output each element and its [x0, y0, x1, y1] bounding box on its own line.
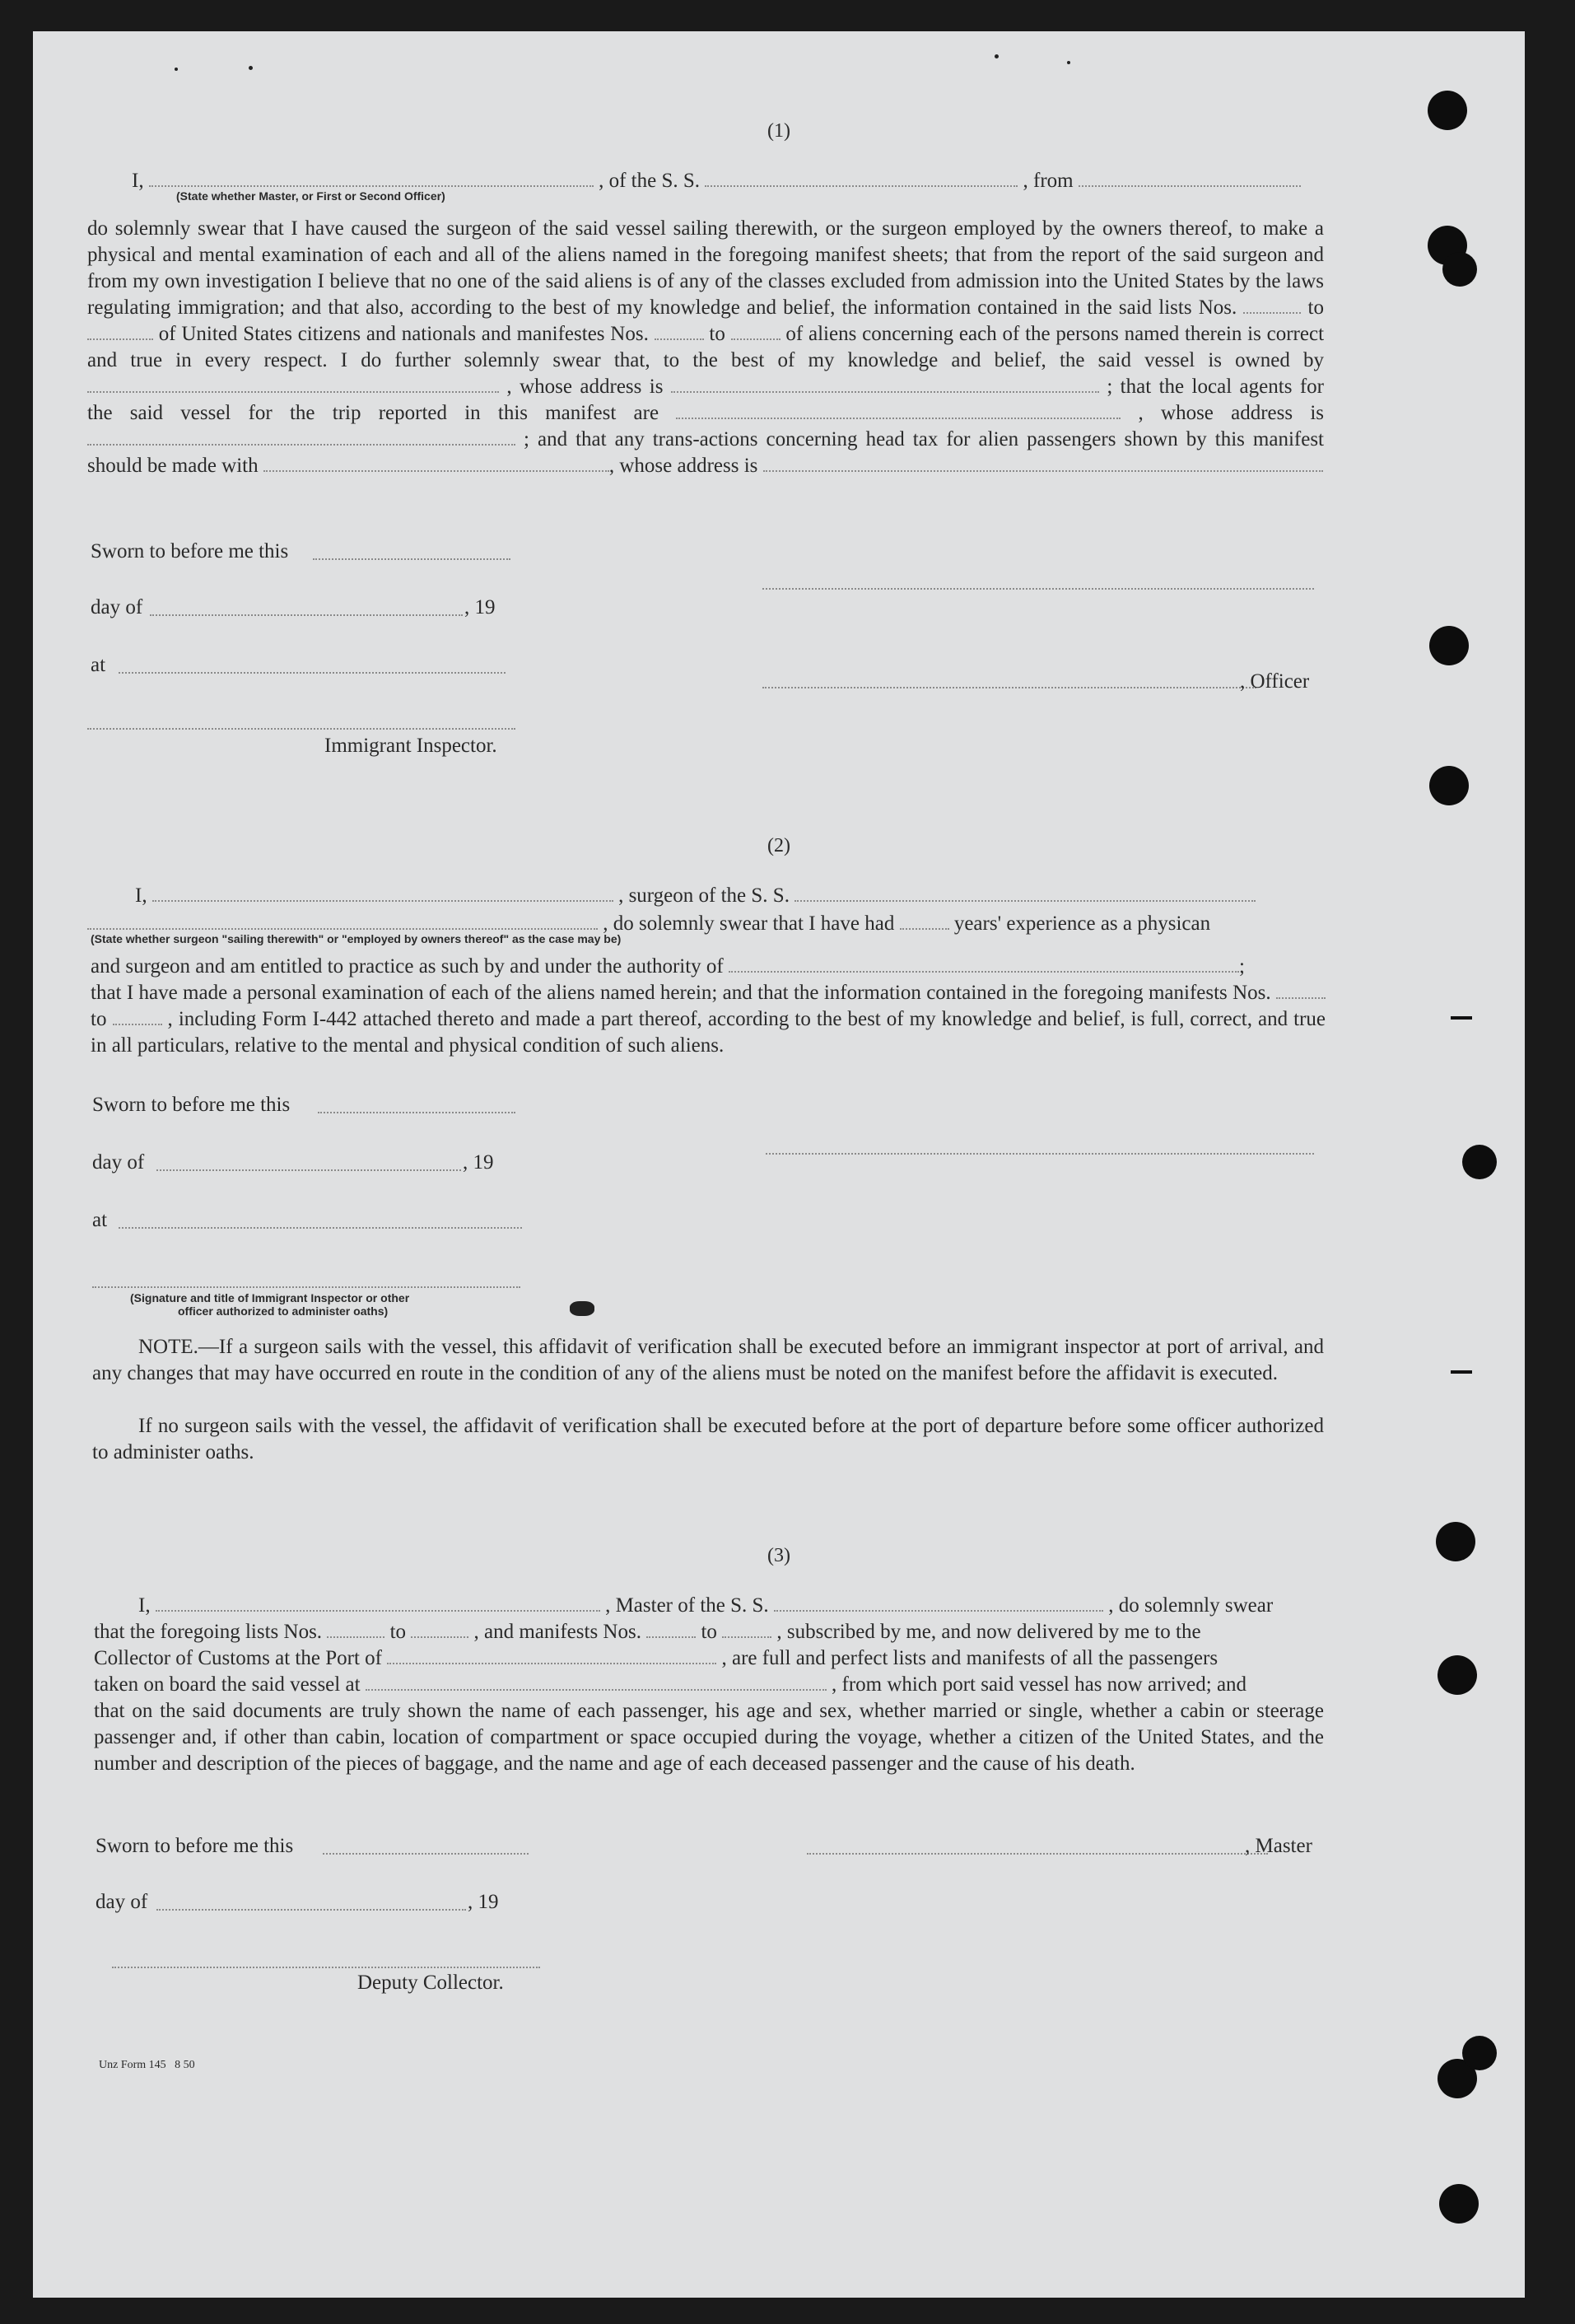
s1-year: , 19: [464, 596, 496, 618]
s3-line-2: [94, 1619, 1329, 1645]
s1-inspector: Immigrant Inspector.: [324, 735, 497, 757]
s3-master-line[interactable]: [807, 1853, 1268, 1855]
s3-subscribed: , subscribed by me, and now delivered by me to the: [776, 1621, 1201, 1643]
s1-owner-address-blank[interactable]: [671, 380, 1099, 393]
s2-manifests-from-blank[interactable]: [1276, 986, 1326, 999]
s2-signature-caption-1: (Signature and title of Immigrant Inspector or other: [130, 1291, 410, 1304]
s1-body: do solemnly swear that I have caused the surgeon of the said vessel sailing therewith, or the surgeon employed by the owners thereof, to make a physical and mental examination of each and all of the aliens named in the foregoing manifest sheets; that from the report of the said surgeon and from my own investigation I believe that no one of the said aliens is of any of the classes excluded from admission into the United States by the laws regulating immigration; and that also, according to the best of my knowledge and belief, the information contained in the said lists Nos. to of United States citizens and nationals and manifestes Nos. to of aliens concerning each of the persons named therein is correct and true in every respect. I do further solemnly swear that, to the best of my knowledge and belief, the said vessel is owned by , whose address is ; that the local agents for the said vessel for the trip reported in this manifest are , whose address is ; and that any trans-actions concerning head tax for alien passengers shown by this manifest should be made with , whose address is: [87, 217, 1325, 477]
s3-master-of-ss: , Master of the S. S.: [605, 1594, 769, 1617]
s2-sworn-blank[interactable]: [318, 1112, 515, 1113]
s2-day-blank[interactable]: [156, 1169, 461, 1171]
s3-body-b: that on the said documents are truly shown the name of each passenger, his age and sex, whether married or single, whether a cabin or steerage passenger and, if other than cabin, location of compartment or space occupied during the voyage, whether a citizen of the United States, and the number and description of the pieces of baggage, and the name and age of each deceased passenger and the cause of his death.: [94, 1700, 1324, 1775]
s1-to-1: to: [1307, 296, 1324, 319]
s3-body-a: that the foregoing lists Nos.: [94, 1621, 323, 1643]
s1-transactions: ; and that any trans-actions concerning head tax for alien passengers shown by this manifest should be made with: [87, 428, 1325, 477]
s1-officer-name-blank[interactable]: [149, 174, 594, 187]
s3-line-4: [94, 1672, 1329, 1698]
s1-i-label: I,: [132, 170, 144, 192]
s1-manifests-from-blank[interactable]: [655, 327, 704, 340]
punch-hole: [1462, 2036, 1497, 2070]
s2-line-3: and surgeon and am entitled to practice as such by and under the authority of ;: [91, 955, 1245, 978]
s3-lists-from-blank[interactable]: [327, 1625, 384, 1638]
s2-year: , 19: [463, 1151, 494, 1174]
s1-signature-line[interactable]: [762, 588, 1314, 590]
s1-officer: , Officer: [1240, 670, 1310, 693]
s2-entitled: and surgeon and am entitled to practice as such by and under the authority of: [91, 955, 724, 978]
section-2-number: (2): [767, 835, 790, 856]
s2-body: [91, 980, 1326, 1059]
s3-lists-to-blank[interactable]: [411, 1625, 468, 1638]
s1-from-port-blank[interactable]: [1079, 174, 1301, 187]
s3-sworn: Sworn to before me this: [96, 1835, 294, 1857]
s3-collector: Collector of Customs at the Port of: [94, 1647, 382, 1669]
edge-mark: [1451, 1370, 1472, 1374]
s1-ship-name-blank[interactable]: [705, 174, 1018, 187]
s3-master: , Master: [1245, 1835, 1312, 1857]
ink-speck: [249, 66, 253, 70]
s2-signature-line[interactable]: [766, 1153, 1314, 1155]
punch-hole: [1442, 252, 1477, 287]
ink-speck: [175, 68, 178, 71]
s1-sworn: Sworn to before me this: [91, 540, 289, 562]
s3-line-3: [94, 1645, 1329, 1672]
punch-hole: [1429, 766, 1469, 805]
s1-to-2: to: [709, 323, 725, 345]
s3-arrived: , from which port said vessel has now arrived; and: [832, 1673, 1247, 1696]
s1-sworn-blank[interactable]: [313, 558, 510, 560]
s2-surgeon-type-blank[interactable]: [87, 917, 598, 930]
s3-swear: , do solemnly swear: [1108, 1594, 1274, 1617]
s2-at: at: [92, 1209, 108, 1231]
s3-to-1: to: [389, 1621, 407, 1643]
s3-deputy-line[interactable]: [112, 1967, 540, 1968]
s2-inspector-line[interactable]: [92, 1286, 520, 1288]
s2-note-2: If no surgeon sails with the vessel, the affidavit of verification shall be executed before at the port of departure before some officer authorized to administer oaths.: [92, 1415, 1324, 1463]
s1-body-b: of United States citizens and nationals and manifestes Nos.: [158, 323, 649, 345]
s1-manifests-to-blank[interactable]: [731, 327, 781, 340]
form-sheet: [33, 31, 1525, 2298]
s3-year: , 19: [468, 1891, 499, 1913]
s1-of-ss-label: , of the S. S.: [599, 170, 701, 192]
s1-agents-address-blank[interactable]: [87, 432, 515, 446]
s2-surgeon-of-ss: , surgeon of the S. S.: [618, 884, 790, 907]
s1-at-blank[interactable]: [119, 672, 506, 674]
form-number: Unz Form 145 8 50: [99, 2059, 195, 2071]
s1-whose-address-2: , whose address is: [1138, 402, 1325, 424]
s3-departure-port-blank[interactable]: [366, 1678, 827, 1691]
s3-port-blank[interactable]: [387, 1651, 716, 1664]
s2-signature-caption-2: officer authorized to administer oaths): [178, 1304, 389, 1318]
punch-hole: [1462, 1145, 1497, 1179]
s2-surgeon-name-blank[interactable]: [152, 889, 613, 902]
s2-manifests-to-blank[interactable]: [113, 1012, 162, 1025]
s1-headtax-blank[interactable]: [263, 459, 609, 472]
s3-day-of: day of: [96, 1891, 148, 1913]
s1-lists-to-blank[interactable]: [87, 327, 153, 340]
s1-officer-caption: (State whether Master, or First or Second Officer): [176, 189, 445, 203]
s3-ship-name-blank[interactable]: [774, 1598, 1103, 1612]
section-1-number: (1): [767, 120, 790, 142]
s2-swear: , do solemnly swear that I have had: [603, 912, 895, 935]
ink-speck: [1067, 61, 1070, 64]
s1-whose-address-3: whose address is: [619, 455, 758, 477]
s3-manifests-to-blank[interactable]: [722, 1625, 771, 1638]
s1-from-label: , from: [1023, 170, 1074, 192]
s1-inspector-line[interactable]: [87, 728, 515, 730]
ink-blot: [570, 1301, 594, 1316]
ink-speck: [995, 54, 999, 58]
s1-day-of: day of: [91, 596, 143, 618]
s1-agents-blank[interactable]: [676, 406, 1121, 419]
punch-hole: [1439, 2184, 1479, 2224]
punch-hole: [1438, 1655, 1477, 1695]
s3-taken-on-board: taken on board the said vessel at: [94, 1673, 361, 1696]
s1-headtax-address-blank[interactable]: [763, 459, 1323, 472]
s2-ship-name-blank[interactable]: [794, 889, 1256, 902]
s2-sworn: Sworn to before me this: [92, 1094, 291, 1116]
s1-body-c: of aliens concerning each of the persons named therein is correct and true in every respect. I do further solemnly swear that, to the best of my knowledge and belief, the said vessel is owned by: [87, 323, 1325, 371]
s3-line-1: [138, 1593, 1373, 1619]
s2-day-of: day of: [92, 1151, 145, 1174]
s1-lists-from-blank[interactable]: [1243, 301, 1301, 314]
s3-deputy: Deputy Collector.: [357, 1972, 504, 1994]
s2-to: to: [91, 1008, 107, 1030]
section-3-number: (3): [767, 1545, 790, 1566]
s1-body-a: do solemnly swear that I have caused the surgeon of the said vessel sailing therewith, or the surgeon employed by the owners thereof, to make a physical and mental examination of each and all of the aliens named in the foregoing manifest sheets; that from the report of the said surgeon and from my own investigation I believe that no one of the said aliens is of any of the classes excluded from admission into the United States by the laws regulating immigration; and that also, according to the best of my knowledge and belief, the information contained in the said lists Nos.: [87, 217, 1324, 319]
s3-sworn-blank[interactable]: [323, 1853, 529, 1855]
s3-master-name-blank[interactable]: [156, 1598, 600, 1612]
s2-i-label: I,: [135, 884, 147, 907]
s2-surgeon-caption: (State whether surgeon "sailing therewith" or "employed by owners thereof" as the case may be): [91, 932, 622, 945]
s3-manifests: , and manifests Nos.: [473, 1621, 641, 1643]
s2-body-a: that I have made a personal examination of each of the aliens named herein; and that the information contained in the foregoing manifests Nos.: [91, 982, 1271, 1004]
s3-full-lists: , are full and perfect lists and manifests of all the passengers: [721, 1647, 1219, 1669]
s3-manifests-from-blank[interactable]: [646, 1625, 696, 1638]
s2-at-blank[interactable]: [119, 1227, 522, 1229]
s1-day-blank[interactable]: [150, 614, 463, 616]
s3-day-blank[interactable]: [156, 1909, 466, 1911]
s1-whose-address: , whose address is: [506, 376, 664, 398]
edge-mark: [1451, 1016, 1472, 1020]
s2-authority-blank[interactable]: [729, 959, 1239, 973]
s3-to-2: to: [701, 1621, 717, 1643]
s2-line-1: [135, 883, 1370, 909]
s1-owner-blank[interactable]: [87, 380, 499, 393]
punch-hole: [1429, 626, 1469, 665]
s1-at: at: [91, 654, 106, 676]
s2-years-blank[interactable]: [900, 917, 949, 930]
s3-i-label: I,: [138, 1594, 151, 1617]
s2-note-1: NOTE.—If a surgeon sails with the vessel, this affidavit of verification shall be executed before an immigrant inspector at port of arrival, and any changes that may have occurred en route in the condition of any of the aliens must be noted on the manifest before the affidavit is executed.: [92, 1336, 1324, 1384]
s1-officer-line[interactable]: [762, 687, 1256, 688]
s2-body-b: , including Form I-442 attached thereto and made a part thereof, according to the best of my knowledge and belief, is full, correct, and true in all particulars, relative to the mental and physical condition of such aliens.: [91, 1008, 1326, 1057]
s1-local-agents: ; that the local agents for the said vessel for the trip reported in this manifest are: [87, 376, 1324, 424]
s2-years: years' experience as a physican: [953, 912, 1211, 935]
